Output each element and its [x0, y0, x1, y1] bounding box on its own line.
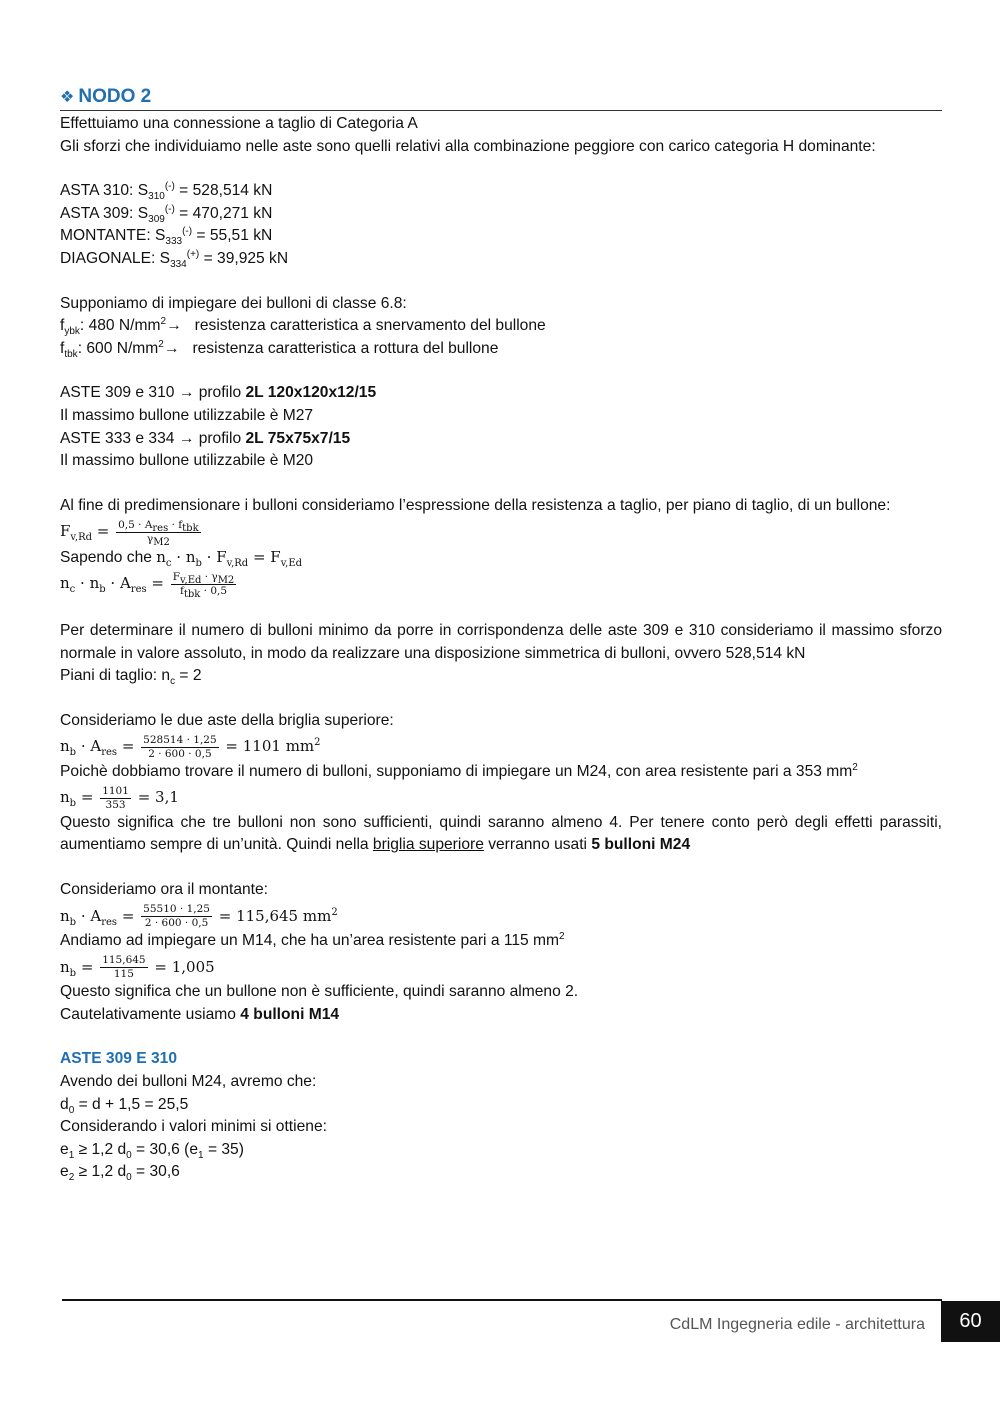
ftbk-line: $f_{tbk}$: 600 $N/mm^2\to$ resistenza caratteristica a rottura del bullone: [60, 338, 499, 360]
aste-line: Considerando i valori minimi si ottiene:: [60, 1118, 327, 1136]
page-number: 60: [941, 1301, 1000, 1342]
equation-upper-count: $n_b$ = $\frac{1101}{353}$ = 3,1: [60, 784, 179, 811]
force-line: MONTANTE: $S_{333}^{(-)} = 55,51$ kN: [60, 226, 273, 248]
caution-line: Cautelativamente usiamo 4 bulloni M14: [60, 1005, 340, 1023]
equation-upper-area: $n_b \cdot A_{res}$ = $\frac{528514 \cdot 1,25}{2 \cdot 600 \cdot 0,5}$ = 1101 $mm^2$: [60, 733, 321, 760]
arrow-icon: →: [178, 429, 195, 447]
diamond-bullet-icon: ❖: [60, 89, 75, 106]
page-content: [60, 86, 942, 1184]
section-heading: ❖ NODO 2: [60, 86, 942, 111]
subheading: ASTE 309 E 310: [60, 1050, 178, 1068]
fybk-line: $f_{ybk}$: 480 $N/mm^2\to$ resistenza caratteristica a snervamento del bullone: [60, 315, 546, 338]
m14-line: Andiamo ad impiegare un M14, che ha un’area resistente pari a 115 $mm^2$: [60, 930, 565, 950]
force-line: ASTA 309: $S_{309}^{(-)} = 470,271$ kN: [60, 203, 273, 225]
aste-line: Avendo dei bulloni M24, avremo che:: [60, 1073, 317, 1091]
aste-line: $e_2 \ge 1,2$ $d_0 = 30,6$: [60, 1163, 180, 1184]
profile-line: ASTE 333 e 334 → profilo 2L 75x75x7/15: [60, 429, 351, 447]
footer-divider: [62, 1299, 942, 1301]
upper-chord-line: Consideriamo le due aste della briglia superiore:: [60, 711, 394, 729]
arrow-icon: →: [178, 384, 195, 402]
profile-line: Il massimo bullone utilizzabile è M27: [60, 406, 314, 424]
shear-planes-line: Piani di taglio: $n_c = 2$: [60, 667, 202, 688]
intro-line: Gli sforzi che individuiamo nelle aste sono quelli relativi alla combinazione peggiore con carico categoria H dominante:: [60, 137, 876, 155]
force-line: DIAGONALE: $S_{334}^{(+)} = 39,925$ kN: [60, 248, 289, 271]
profile-line: ASTE 309 e 310 → profilo 2L 120x120x12/15: [60, 384, 377, 402]
arrow-icon: →: [166, 317, 182, 335]
equation-montante-count: $n_b$ = $\frac{115,645}{115}$ = 1,005: [60, 954, 215, 981]
meaning2-line: Questo significa che un bullone non è sufficiente, quindi saranno almeno 2.: [60, 983, 579, 1001]
intro-line: Effettuiamo una connessione a taglio di Categoria A: [60, 115, 418, 132]
arrow-icon: →: [163, 339, 180, 357]
equation-montante-area: $n_b \cdot A_{res}$ = $\frac{55510 \cdot 1,25}{2 \cdot 600 \cdot 0,5}$ = 115,645 $mm^2$: [60, 903, 338, 930]
aste-line: $d_0 = d + 1,5 = 25,5$: [60, 1095, 189, 1116]
profile-line: Il massimo bullone utilizzabile è M20: [60, 452, 314, 470]
aste-line: $e_1 \ge 1,2$ $d_0 = 30,6$ $(e_1 = 35)$: [60, 1140, 244, 1161]
bolt-count-paragraph: Per determinare il numero di bulloni minimo da porre in corrispondenza delle aste 309 e 310 consideriamo il massimo sforzo normale in valore assoluto, in modo da realizzare una disposizione simmetrica di bulloni, ovvero 528,514 kN: [60, 621, 942, 662]
montante-line: Consideriamo ora il montante:: [60, 881, 269, 899]
predim-paragraph: Al fine di predimensionare i bulloni consideriamo l’espressione della resistenza a taglio, per piano di taglio, di un bullone:: [60, 496, 891, 514]
equation-sapendo: Sapendo che $n_c \cdot n_b \cdot F_{v,Rd} = F_{v,Ed}$: [60, 547, 303, 569]
bolt-class-line: Supponiamo di impiegare dei bulloni di classe 6.8:: [60, 294, 407, 312]
equation-ares: $n_c \cdot n_b \cdot A_{res}$ = $\frac{F_{v,Ed} \cdot \gamma_{M2}}{f_{tbk} \cdot 0,5}$: [60, 570, 235, 600]
meaning-paragraph: Questo significa che tre bulloni non sono sufficienti, quindi saranno almeno 4. Per tenere conto però degli effetti parassiti, aumentiamo sempre di un’unità. Quindi nella briglia superiore verranno usati 5 bulloni M24: [60, 813, 942, 854]
find-bolt-line: Poichè dobbiamo trovare il numero di bulloni, supponiamo di impiegare un M24, con area resistente pari a 353 $mm^2$: [60, 761, 858, 780]
footer-course: CdLM Ingegneria edile - architettura: [669, 1316, 925, 1333]
equation-fvrd: $F_{v,Rd}$ = $\frac{0,5 \cdot A_{res} \cdot f_{tbk}}{\gamma_{M2}}$: [60, 518, 199, 548]
force-line: ASTA 310: $S_{310}^{(-)} = 528,514$ kN: [60, 181, 273, 203]
